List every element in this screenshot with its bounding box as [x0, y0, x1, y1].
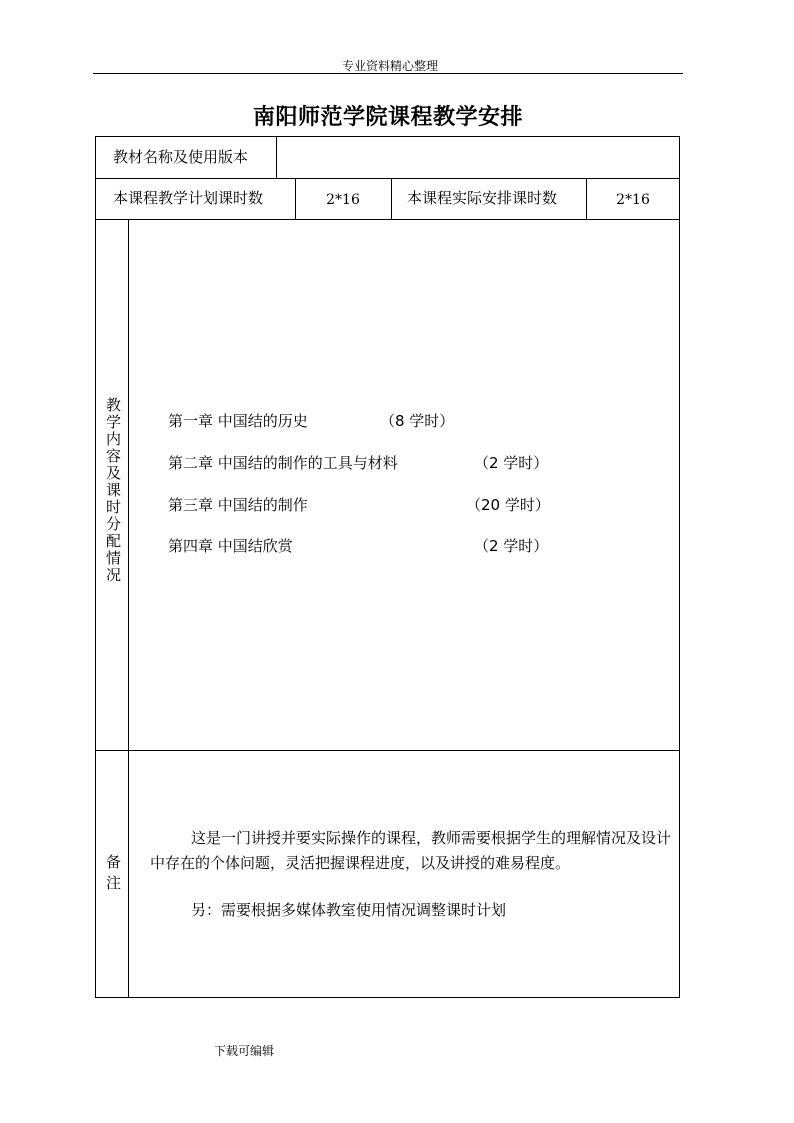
col-divider: [276, 136, 277, 178]
chapter-item: 第二章 中国结的制作的工具与材料: [168, 454, 398, 472]
content-label: 教学内容及课时分配情况: [104, 396, 122, 584]
header-rule: [93, 73, 683, 74]
col-divider: [128, 219, 129, 998]
actual-hours-label: 本课程实际安排课时数: [407, 189, 558, 207]
page-title: 南阳师范学院课程教学安排: [252, 105, 523, 130]
row-divider: [95, 178, 680, 179]
actual-hours-value: 2*16: [616, 192, 650, 208]
row-divider: [95, 219, 680, 220]
textbook-label: 教材名称及使用版本: [113, 148, 249, 166]
planned-hours-value: 2*16: [326, 192, 360, 208]
chapter-item: 第一章 中国结的历史: [168, 412, 308, 430]
chapter-item: 第三章 中国结的制作: [168, 496, 308, 514]
chapter-hours: （8 学时）: [380, 412, 455, 430]
chapter-item: 第四章 中国结欣赏: [168, 537, 293, 555]
remark-text: 这是一门讲授并要实际操作的课程，教师需要根据学生的理解情况及设计中存在的个体问题，灵活把握课程进度，以及讲授的难易程度。: [150, 829, 672, 872]
chapter-hours: （2 学时）: [474, 537, 549, 555]
remark-label: 备注: [104, 854, 122, 896]
chapter-hours: （20 学时）: [466, 496, 550, 514]
row-divider: [95, 750, 680, 751]
footer-text: 下载可编辑: [214, 1044, 275, 1058]
header-text: 专业资料精心整理: [341, 59, 438, 73]
remark-text-2: 另：需要根据多媒体教室使用情况调整课时计划: [191, 901, 507, 919]
planned-hours-label: 本课程教学计划课时数: [113, 189, 264, 207]
chapter-hours: （2 学时）: [474, 454, 549, 472]
col-divider: [391, 178, 392, 219]
